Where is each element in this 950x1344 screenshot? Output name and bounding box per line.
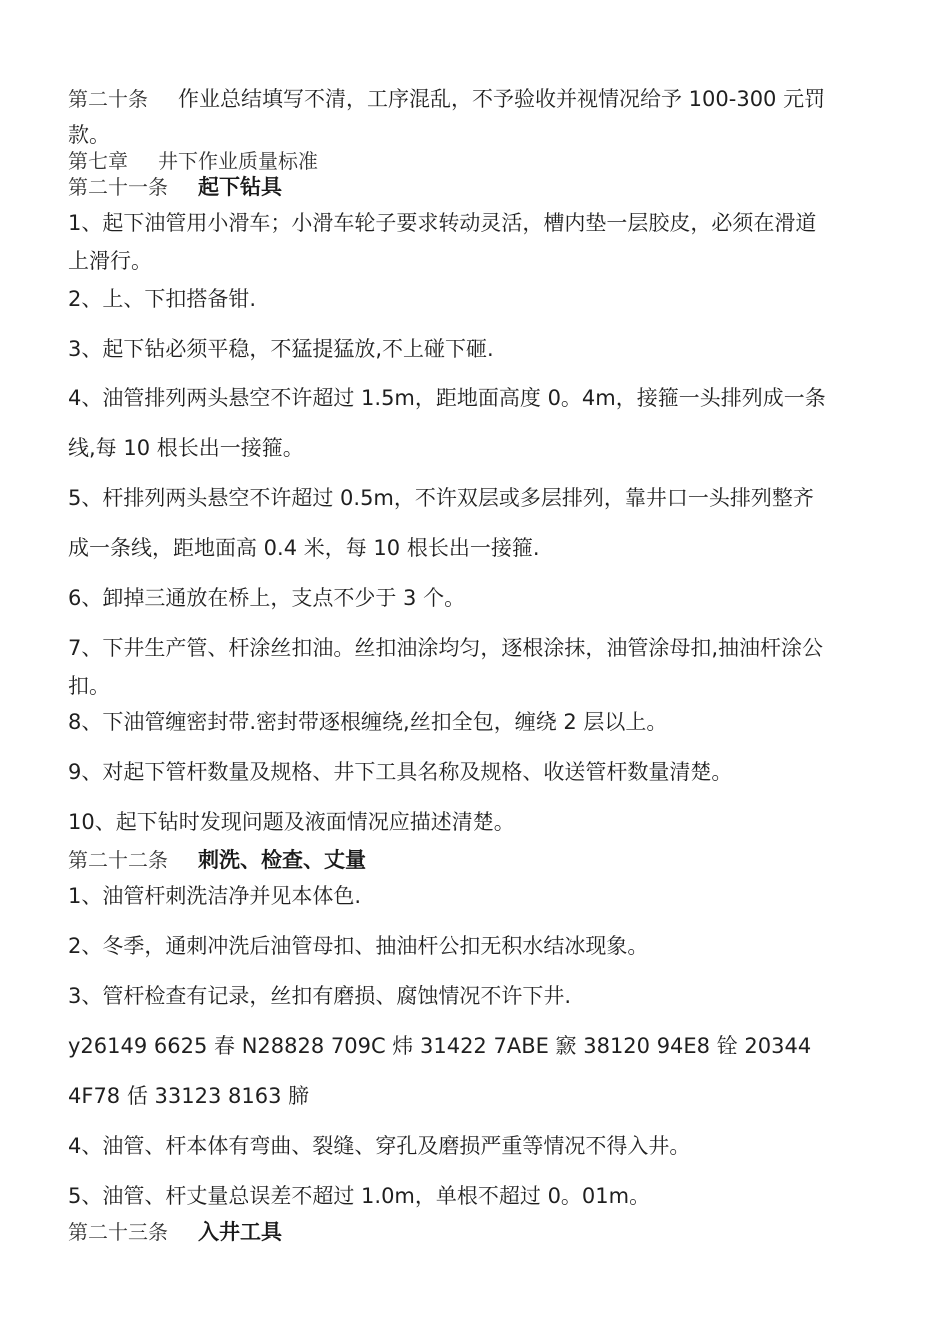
article-21-item-1-line-1: 1、起下油管用小滑车；小滑车轮子要求转动灵活，槽内垫一层胶皮，必须在滑道 — [68, 211, 817, 235]
article-23-heading — [68, 1217, 888, 1247]
article-22-item-3: 3、管杆检查有记录，丝扣有磨损、腐蚀情况不许下井. — [68, 984, 572, 1008]
article-21-item-1-line-2: 上滑行。 — [68, 249, 152, 273]
chapter-7-label: 第七章 — [68, 149, 128, 173]
article-21-item-9: 9、对起下管杆数量及规格、井下工具名称及规格、收送管杆数量清楚。 — [68, 760, 733, 784]
article-21-item-3: 3、起下钻必须平稳，不猛提猛放,不上碰下砸. — [68, 337, 494, 361]
article-21-item-10: 10、起下钻时发现问题及液面情况应描述清楚。 — [68, 810, 515, 834]
article-22-item-5: 5、油管、杆丈量总误差不超过 1.0m，单根不超过 0。01m。 — [68, 1184, 651, 1208]
article-21-item-5-line-2: 成一条线，距地面高 0.4 米，每 10 根长出一接箍. — [68, 536, 540, 560]
article-21-heading — [68, 172, 888, 202]
article-21-item-4-line-1: 4、油管排列两头悬空不许超过 1.5m，距地面高度 0。4m，接箍一头排列成一条 — [68, 386, 826, 410]
article-22-code-line-2: 4F78 佸 33123 8163 腣 — [68, 1084, 310, 1108]
article-23-label: 第二十三条 — [68, 1220, 168, 1244]
article-22-code-line-1: y26149 6625 春 N28828 709C 炜 31422 7ABE 窾 38120 94E8 铨 20344 — [68, 1034, 812, 1058]
article-22-label: 第二十二条 — [68, 848, 168, 872]
article-21-item-4-line-2: 线,每 10 根长出一接箍。 — [68, 436, 304, 460]
article-21-item-6: 6、卸掉三通放在桥上，支点不少于 3 个。 — [68, 586, 466, 610]
article-22-item-4: 4、油管、杆本体有弯曲、裂缝、穿孔及磨损严重等情况不得入井。 — [68, 1134, 691, 1158]
article-21-title: 起下钻具 — [198, 175, 282, 199]
article-22-heading — [68, 845, 888, 875]
article-20-label: 第二十条 — [68, 87, 148, 111]
article-21-item-7-line-2: 扣。 — [68, 674, 110, 698]
article-23-title: 入井工具 — [198, 1220, 282, 1244]
article-21-item-5-line-1: 5、杆排列两头悬空不许超过 0.5m，不许双层或多层排列，靠井口一头排列整齐 — [68, 486, 814, 510]
chapter-7-title: 井下作业质量标准 — [158, 149, 318, 173]
article-21-label: 第二十一条 — [68, 175, 168, 199]
article-21-item-2: 2、上、下扣搭备钳. — [68, 287, 257, 311]
article-22-item-2: 2、冬季，通刺冲洗后油管母扣、抽油杆公扣无积水结冰现象。 — [68, 934, 649, 958]
article-22-item-1: 1、油管杆刺洗洁净并见本体色. — [68, 884, 362, 908]
article-20-text-line-2: 款。 — [68, 123, 110, 147]
article-20-line-1 — [68, 84, 888, 114]
article-22-title: 刺洗、检查、丈量 — [198, 848, 366, 872]
article-21-item-7-line-1: 7、下井生产管、杆涂丝扣油。丝扣油涂均匀，逐根涂抹，油管涂母扣,抽油杆涂公 — [68, 636, 824, 660]
article-21-item-8: 8、下油管缠密封带.密封带逐根缠绕,丝扣全包，缠绕 2 层以上。 — [68, 710, 668, 734]
article-20-text-line-1: 作业总结填写不清，工序混乱，不予验收并视情况给予 100-300 元罚 — [178, 87, 826, 111]
